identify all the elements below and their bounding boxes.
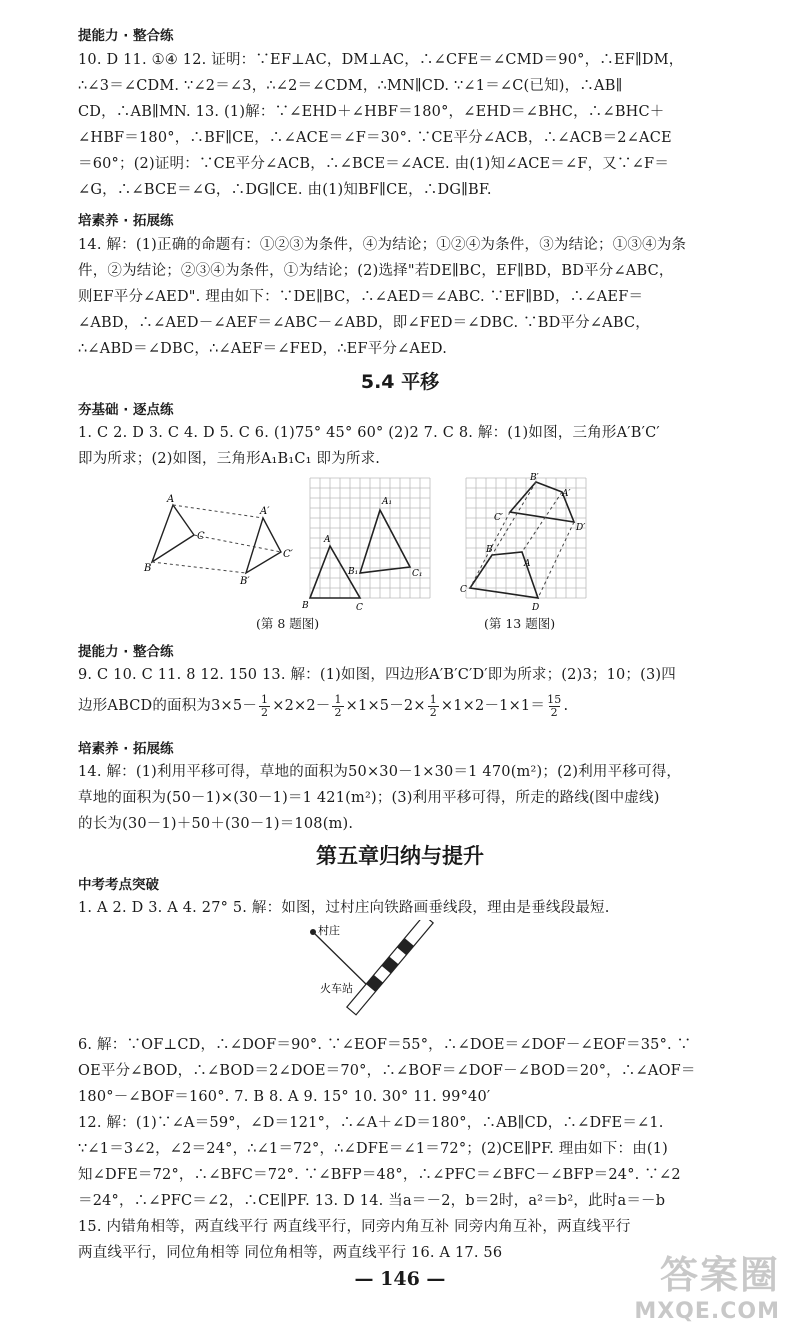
label-C: C — [356, 603, 363, 613]
text-line: 15. 内错角相等，两直线平行 两直线平行，同旁内角互补 同旁内角互补，两直线平行 — [78, 1219, 631, 1235]
text-line: 14. 解：(1)利用平移可得，草地的面积为50×30－1×30＝1 470(m²)；(2)利用平移可得， — [78, 764, 682, 780]
text-line: 则EF平分∠AED". 理由如下：∵DE∥BC，∴∠AED＝∠ABC. ∵EF∥BD，∴∠AEF＝ — [78, 289, 644, 305]
formula-part: . — [563, 698, 569, 714]
label-D: D — [532, 603, 540, 613]
figure-railway — [300, 920, 450, 1020]
fraction-numerator: 1 — [429, 692, 437, 706]
watermark-title: 答案圈 — [659, 1253, 780, 1297]
heading-extend-2: 培素养 · 拓展练 — [78, 741, 174, 757]
text-line: 即为所求；(2)如图，三角形A₁B₁C₁ 即为所求. — [78, 451, 381, 467]
label-B: B — [302, 601, 309, 611]
chapter-summary-title: 第五章归纳与提升 — [316, 844, 484, 868]
text-line: 的长为(30－1)＋50＋(30－1)＝108(m). — [78, 816, 354, 832]
text-line: 12. 解：(1)∵∠A＝59°，∠D＝121°，∴∠A＋∠D＝180°，∴AB∥CD，∴∠DFE＝∠1. — [78, 1115, 664, 1131]
text-line: ∠ABD，∴∠AED－∠AEF＝∠ABC－∠ABD，即∠FED＝∠DBC. ∵BD平分∠ABC， — [78, 315, 650, 331]
figure-8b — [302, 470, 442, 615]
fraction-denominator: 2 — [261, 705, 269, 719]
label-A-prime: A′ — [562, 489, 571, 499]
watermark — [634, 1244, 780, 1324]
text-line: ∴∠3＝∠CDM. ∵∠2＝∠3，∴∠2＝∠CDM，∴MN∥CD. ∵∠1＝∠C(已知)，∴AB∥ — [78, 78, 623, 94]
formula-part: 边形ABCD的面积为3×5－ — [78, 698, 258, 714]
area-formula-line — [78, 693, 738, 720]
text-line: 14. 解：(1)正确的命题有：①②③为条件，④为结论；①②④为条件，③为结论；①③④为条 — [78, 237, 687, 253]
label-B1: B₁ — [348, 567, 359, 577]
figure-13 — [458, 470, 598, 615]
text-line: ∴∠ABD＝∠DBC，∴∠AEF＝∠FED，∴EF平分∠AED. — [78, 341, 448, 357]
fraction-denominator: 2 — [550, 705, 558, 719]
village-label: 村庄 — [318, 924, 340, 937]
text-line: 10. D 11. ①④ 12. 证明：∵EF⊥AC，DM⊥AC，∴∠CFE＝∠CMD＝90°，∴EF∥DM， — [78, 52, 684, 68]
text-line: 知∠DFE＝72°，∴∠BFC＝72°. ∵∠BFP＝48°，∴∠PFC＝∠BFC－∠BFP＝24°. ∵∠2 — [78, 1167, 681, 1183]
section-title-translation: 5.4 平移 — [360, 371, 440, 393]
label-A-prime: A′ — [260, 506, 270, 517]
label-C1: C₁ — [412, 569, 423, 579]
label-C: C — [460, 585, 467, 595]
fraction-denominator: 2 — [334, 705, 342, 719]
heading-ability-2: 提能力 · 整合练 — [78, 644, 174, 660]
text-line: 1. A 2. D 3. A 4. 27° 5. 解：如图，过村庄向铁路画垂线段，理由是垂线段最短. — [78, 900, 610, 916]
text-line: ＝24°，∴∠PFC＝∠2，∴CE∥PF. 13. D 14. 当a＝－2，b＝2时，a²＝b²，此时a＝－b — [78, 1193, 666, 1209]
station-label: 火车站 — [320, 982, 353, 995]
text-line: ∠G，∴∠BCE＝∠G，∴DG∥CE. 由(1)知BF∥CE，∴DG∥BF. — [78, 182, 492, 198]
label-A1: A₁ — [382, 497, 393, 507]
heading-basic: 夯基础 · 逐点练 — [78, 402, 174, 418]
text-line: ∵∠1＝3∠2，∠2＝24°，∴∠1＝72°，∴∠DFE＝∠1＝72°；(2)CE∥PF. 理由如下：由(1) — [78, 1141, 669, 1157]
formula-part: ×2×2－ — [272, 698, 331, 714]
label-D-prime: D′ — [576, 523, 586, 533]
text-line: 草地的面积为(50－1)×(30－1)＝1 421(m²)；(3)利用平移可得，所走的路线(图中虚线) — [78, 790, 660, 806]
fraction-half — [259, 694, 270, 719]
figure-13-caption: (第 13 题图) — [484, 616, 556, 631]
text-line: 两直线平行，同位角相等 同位角相等，两直线平行 16. A 17. 56 — [78, 1245, 503, 1261]
formula-part: ×1×5－2× — [345, 698, 426, 714]
fraction-result — [547, 694, 561, 719]
label-B: B — [486, 545, 493, 555]
label-A: A — [524, 559, 531, 569]
figure-8a — [140, 485, 305, 600]
fraction-half — [428, 694, 439, 719]
label-C-prime: C′ — [283, 549, 293, 560]
text-line: 6. 解：∵OF⊥CD，∴∠DOF＝90°. ∵∠EOF＝55°，∴∠DOE＝∠DOF－∠EOF＝35°. ∵ — [78, 1037, 692, 1053]
heading-extend-1: 培素养 · 拓展练 — [78, 213, 174, 229]
fraction-numerator: 15 — [547, 692, 562, 706]
fraction-denominator: 2 — [429, 705, 437, 719]
heading-ability-1: 提能力 · 整合练 — [78, 28, 174, 44]
figure-8-caption: (第 8 题图) — [256, 616, 320, 631]
text-line: 1. C 2. D 3. C 4. D 5. C 6. (1)75° 45° 60° (2)2 7. C 8. 解：(1)如图，三角形A′B′C′ — [78, 425, 660, 441]
label-C: C — [197, 531, 205, 542]
text-line: CD，∴AB∥MN. 13. (1)解：∵∠EHD＋∠HBF＝180°，∠EHD＝∠BHC，∴∠BHC＋ — [78, 104, 665, 120]
heading-exam-points: 中考考点突破 — [78, 877, 159, 893]
text-line: 180°－∠BOF＝160°. 7. B 8. A 9. 15° 10. 30° 11. 99°40′ — [78, 1089, 491, 1105]
formula-part: ×1×2－1×1＝ — [440, 698, 546, 714]
label-A: A — [324, 535, 331, 545]
watermark-url: MXQE.COM — [634, 1299, 780, 1324]
fraction-numerator: 1 — [334, 692, 342, 706]
text-line: 9. C 10. C 11. 8 12. 150 13. 解：(1)如图，四边形A′B′C′D′即为所求；(2)3；10；(3)四 — [78, 667, 676, 683]
fraction-half — [332, 694, 343, 719]
label-B: B — [144, 563, 152, 574]
text-line: ＝60°；(2)证明：∵CE平分∠ACB，∴∠BCE＝∠ACE. 由(1)知∠ACE＝∠F，又∵∠F＝ — [78, 156, 670, 172]
fraction-numerator: 1 — [261, 692, 269, 706]
label-B-prime: B′ — [240, 576, 250, 587]
text-line: 件，②为结论；②③④为条件，①为结论；(2)选择"若DE∥BC，EF∥BD，BD平分∠ABC， — [78, 263, 674, 279]
text-line: OE平分∠BOD，∴∠BOD＝2∠DOE＝70°，∴∠BOF＝∠DOF－∠BOD＝20°，∴∠AOF＝ — [78, 1063, 696, 1079]
page-number: — 146 — — [354, 1268, 446, 1290]
label-B-prime: B′ — [530, 473, 539, 483]
text-line: ∠HBF＝180°，∴BF∥CE，∴∠ACE＝∠F＝30°. ∵CE平分∠ACB，∴∠ACB＝2∠ACE — [78, 130, 672, 146]
label-A: A — [167, 494, 175, 505]
label-C-prime: C′ — [494, 513, 503, 523]
